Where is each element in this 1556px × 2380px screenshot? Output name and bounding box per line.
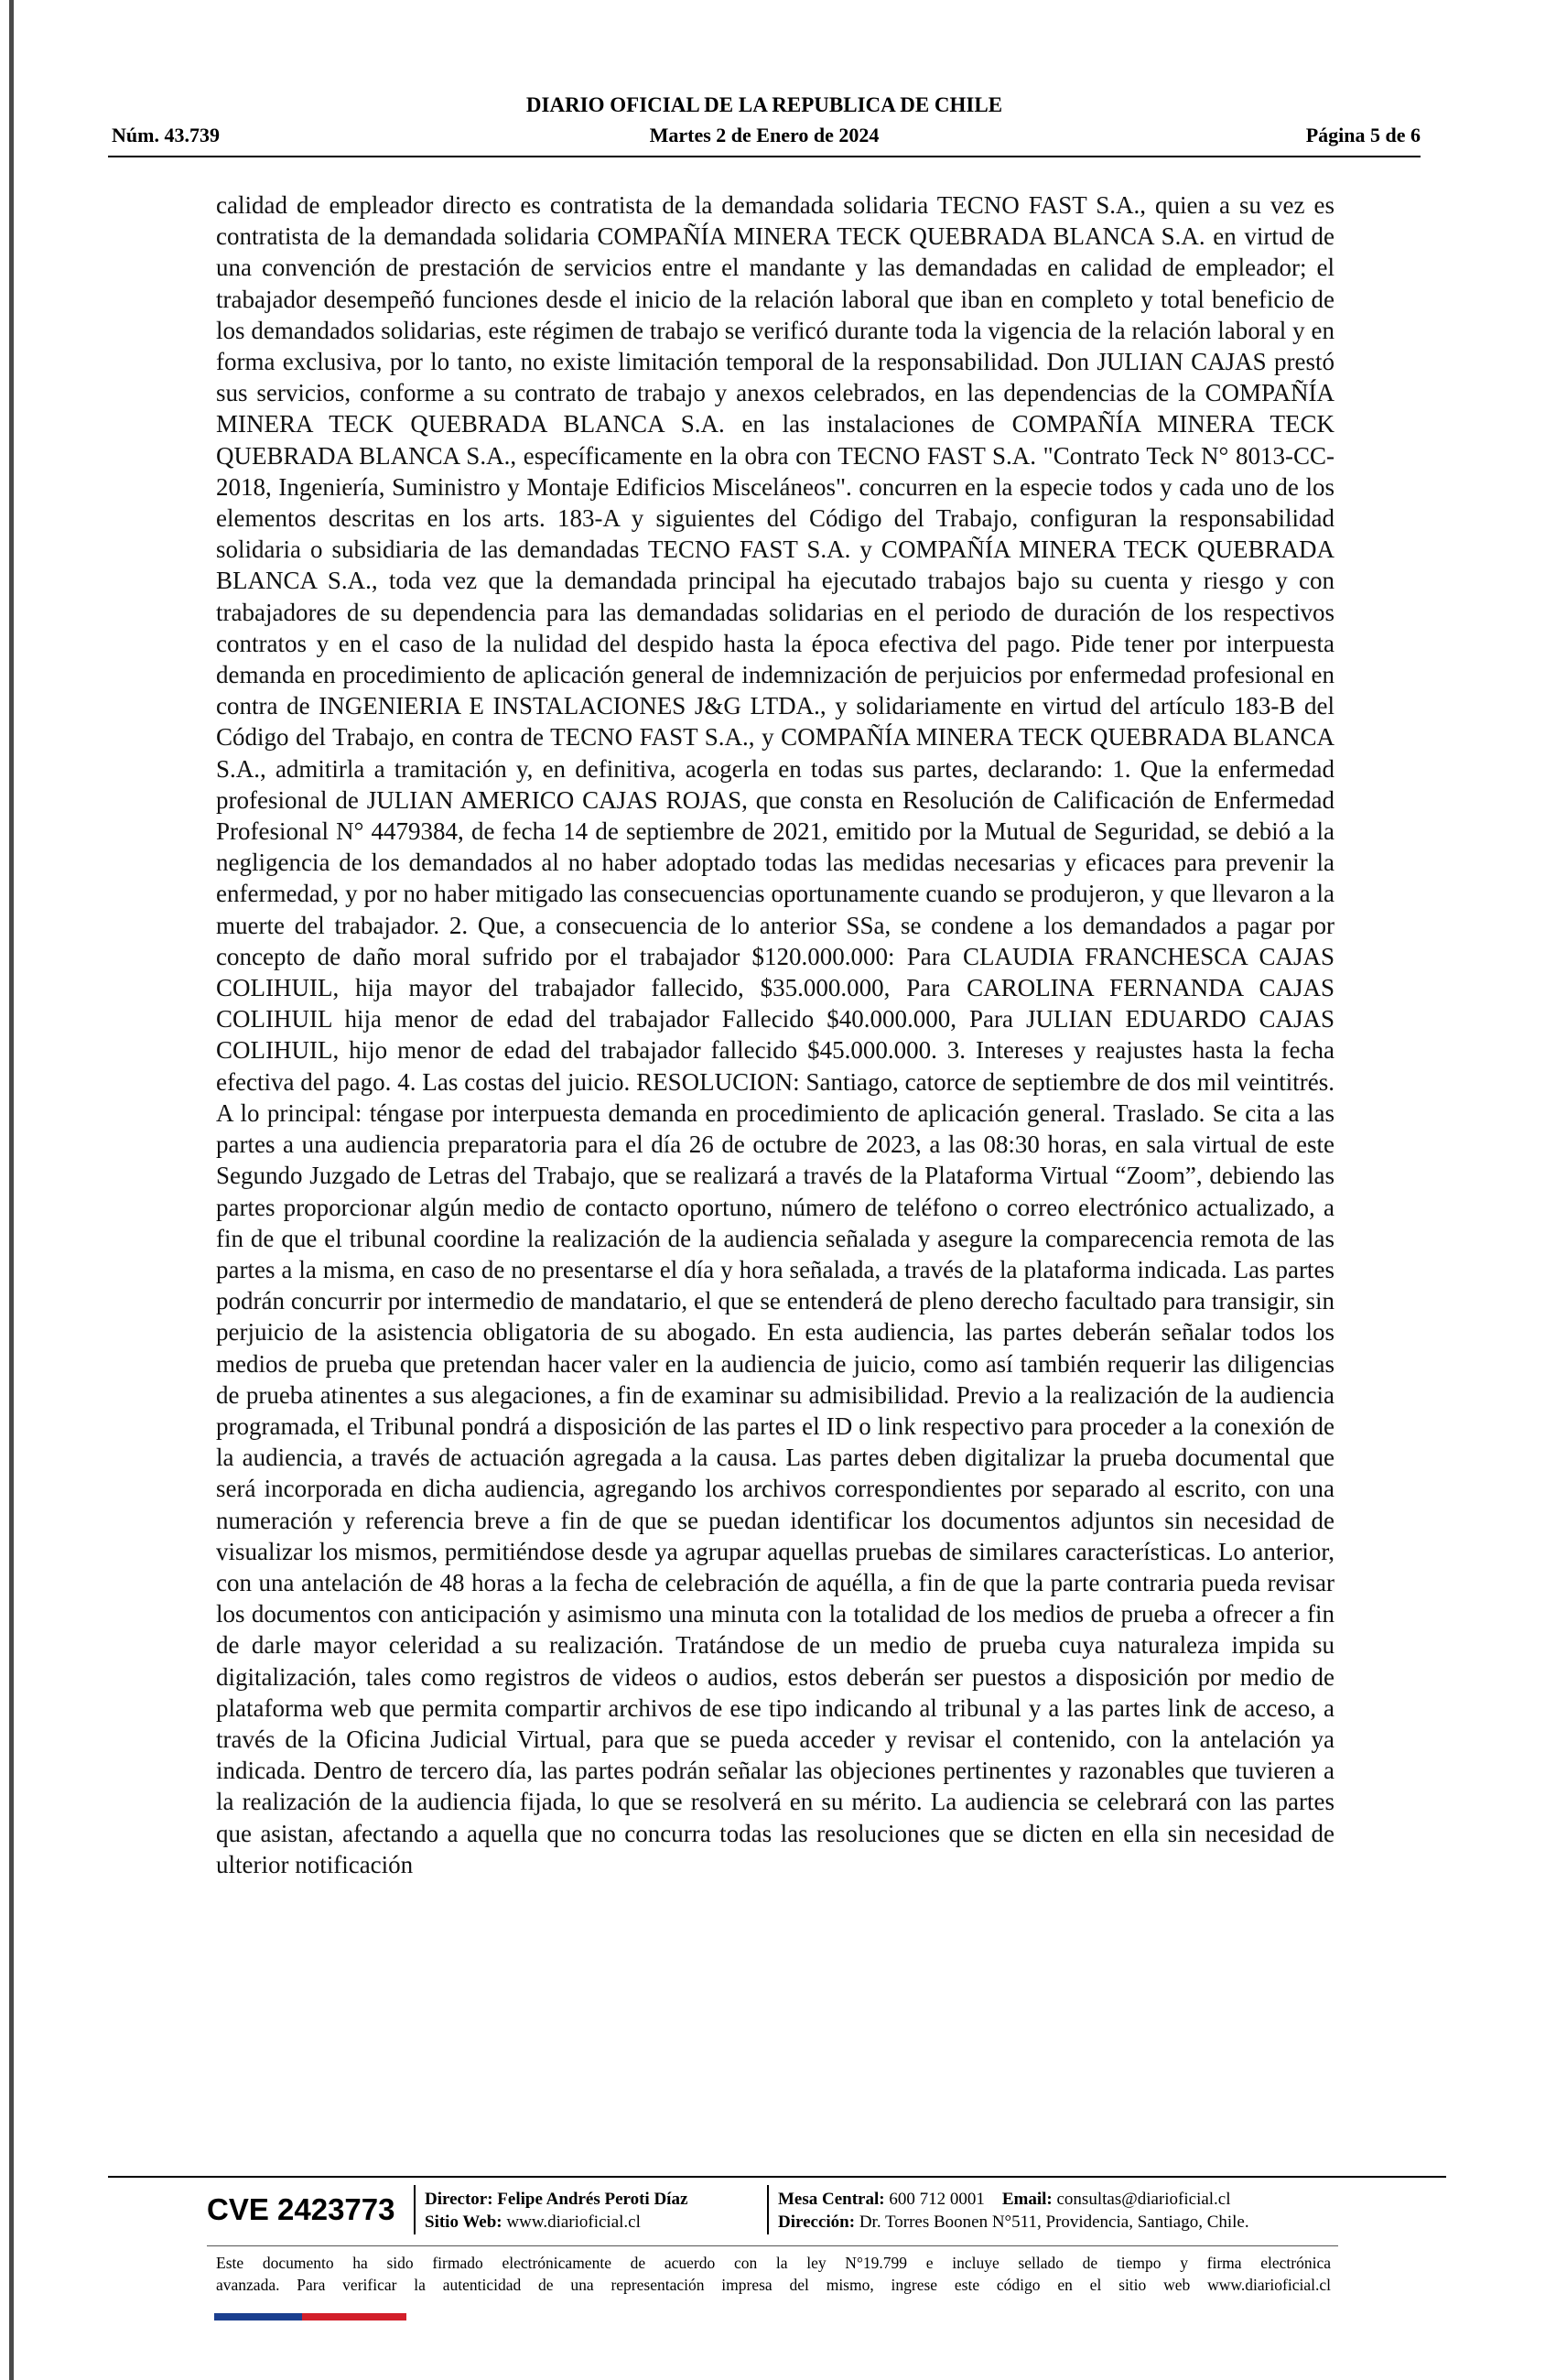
footer-separator	[414, 2185, 416, 2234]
footer-separator	[767, 2185, 769, 2234]
mesa-phone: 600 712 0001	[889, 2190, 985, 2209]
email-link[interactable]: consultas@diarioficial.cl	[1056, 2190, 1231, 2209]
page-edge-rule	[9, 0, 14, 2380]
footer-contact-block	[778, 2188, 1249, 2234]
web-label: Sitio Web:	[425, 2212, 502, 2232]
director-label: Director:	[425, 2190, 493, 2209]
publication-title: DIARIO OFICIAL DE LA REPUBLICA DE CHILE	[525, 93, 1003, 116]
body-text: calidad de empleador directo es contratista de la demandada solidaria TECNO FAST S.A., quien a su vez es contratista de la demandada solidaria COMPAÑÍA MINERA TECK QUEBRADA BLANCA S.A. en virtud de una convención de prestación de servicios entre el mandante y las demandadas en calidad de empleador; el trabajador desempeñó funciones desde el inicio de la relación laboral que iban en completo y total beneficio de los demandados solidarias, este régimen de trabajo se verificó durante toda la vigencia de la relación laboral y en forma exclusiva, por lo tanto, no existe limitación temporal de la responsabilidad. Don JULIAN CAJAS prestó sus servicios, conforme a su contrato de trabajo y anexos celebrados, en las dependencias de la COMPAÑÍA MINERA TECK QUEBRADA BLANCA S.A. en las instalaciones de COMPAÑÍA MINERA TECK QUEBRADA BLANCA S.A., específicamente en la obra con TECNO FAST S.A. "Contrato Teck N° 8013-CC-2018, Ingeniería, Suministro y Montaje Edificios Misceláneos". concurren en la especie todos y cada uno de los elementos descritas en los arts. 183-A y siguientes del Código del Trabajo, configuran la responsabilidad solidaria o subsidiaria de las demandadas TECNO FAST S.A. y COMPAÑÍA MINERA TECK QUEBRADA BLANCA S.A., toda vez que la demandada principal ha ejecutado trabajos bajo su cuenta y riesgo y con trabajadores de su dependencia para las demandadas solidarias en el periodo de duración de los respectivos contratos y en el caso de la nulidad del despido hasta la época efectiva del pago. Pide tener por interpuesta demanda en procedimiento de aplicación general de indemnización de perjuicios por enfermedad profesional en contra de INGENIERIA E INSTALACIONES J&G LTDA., y solidariamente en virtud del artículo 183-B del Código del Trabajo, en contra de TECNO FAST S.A., y COMPAÑÍA MINERA TECK QUEBRADA BLANCA S.A., admitirla a tramitación y, en definitiva, acogerla en todas sus partes, declarando: 1. Que la enfermedad profesional de JULIAN AMERICO CAJAS ROJAS, que consta en Resolución de Calificación de Enfermedad Profesional N° 4479384, de fecha 14 de septiembre de 2021, emitido por la Mutual de Seguridad, se debió a la negligencia de los demandados al no haber adoptado todas las medidas necesarias y eficaces para prevenir la enfermedad, y por no haber mitigado las consecuencias oportunamente cuando se produjeron, y que llevaron a la muerte del trabajador. 2. Que, a consecuencia de lo anterior SSa, se condene a los demandados a pagar por concepto de daño moral sufrido por el trabajador $120.000.000: Para CLAUDIA FRANCHESCA CAJAS COLIHUIL, hija mayor del trabajador fallecido, $35.000.000, Para CAROLINA FERNANDA CAJAS COLIHUIL hija menor de edad del trabajador Fallecido $40.000.000, Para JULIAN EDUARDO CAJAS COLIHUIL, hijo menor de edad del trabajador fallecido $45.000.000. 3. Intereses y reajustes hasta la fecha efectiva del pago. 4. Las costas del juicio. RESOLUCION: Santiago, catorce de septiembre de dos mil veintitrés. A lo principal: téngase por interpuesta demanda en procedimiento de aplicación general. Traslado. Se cita a las partes a una audiencia preparatoria para el día 26 de octubre de 2023, a las 08:30 horas, en sala virtual de este Segundo Juzgado de Letras del Trabajo, que se realizará a través de la Plataforma Virtual “Zoom”, debiendo las partes proporcionar algún medio de contacto oportuno, número de teléfono o correo electrónico actualizado, a fin de que el tribunal coordine la realización de la audiencia señalada y asegure la comparecencia remota de las partes a la misma, en caso de no presentarse el día y hora señalada, a través de la plataforma indicada. Las partes podrán concurrir por intermedio de mandatario, el que se entenderá de pleno derecho facultado para transigir, sin perjuicio de la asistencia obligatoria de su abogado. En esta audiencia, las partes deberán señalar todos los medios de prueba que pretendan hacer valer en la audiencia de juicio, como así también requerir las diligencias de prueba atinentes a sus alegaciones, a fin de examinar su admisibilidad. Previo a la realización de la audiencia programada, el Tribunal pondrá a disposición de las partes el ID o link respectivo para proceder a la conexión de la audiencia, a través de actuación agregada a la causa. Las partes deben digitalizar la prueba documental que será incorporada en dicha audiencia, agregando los archivos correspondientes por separado al escrito, con una numeración y referencia breve a fin de que se puedan identificar los documentos adjuntos sin necesidad de visualizar los mismos, permitiéndose desde ya agrupar aquellas pruebas de similares características. Lo anterior, con una antelación de 48 horas a la fecha de celebración de aquélla, a fin de que la parte contraria pueda revisar los documentos con anticipación y asimismo una minuta con la totalidad de los medios de prueba a ofrecer a fin de darle mayor celeridad a su realización. Tratándose de un medio de prueba cuya naturaleza impida su digitalización, tales como registros de videos o audios, estos deberán ser puestos a disposición por medio de plataforma web que permita compartir archivos de ese tipo indicando al tribunal y a las partes link de acceso, a través de la Oficina Judicial Virtual, para que se pueda acceder y revisar el contenido, con la antelación ya indicada. Dentro de tercero día, las partes podrán señalar las objeciones pertinentes y razonables que tuvieren a la realización de la audiencia fijada, lo que se resolverá en su mérito. La audiencia se celebrará con las partes que asistan, afectando a aquella que no concurra todas las resoluciones que se dicten en ella sin necesidad de ulterior notificación	[216, 191, 1334, 1878]
address-label: Dirección:	[778, 2212, 856, 2232]
issue-date: Martes 2 de Enero de 2024	[649, 124, 880, 146]
email-label: Email:	[1001, 2190, 1053, 2209]
footer-divider	[108, 2176, 1446, 2178]
issue-number: Núm. 43.739	[112, 124, 220, 146]
director-name: Felipe Andrés Peroti Díaz	[497, 2190, 688, 2209]
flag-blue-segment	[214, 2313, 302, 2320]
cve-code: CVE 2423773	[207, 2192, 395, 2226]
mesa-label: Mesa Central:	[778, 2190, 885, 2209]
footer-inner-divider	[207, 2245, 1338, 2246]
page-header	[108, 93, 1421, 152]
footer-director-block	[425, 2188, 687, 2234]
web-link[interactable]: www.diarioficial.cl	[506, 2212, 641, 2232]
flag-red-segment	[302, 2313, 406, 2320]
address-value: Dr. Torres Boonen N°511, Providencia, Santiago, Chile.	[859, 2212, 1249, 2232]
flag-stripe	[214, 2313, 406, 2320]
legal-line: Este documento ha sido firmado electrónicamente de acuerdo con la ley N°19.799 e incluye sellado de tiempo y firma electrónica	[216, 2254, 1331, 2272]
header-divider	[108, 156, 1421, 157]
page-number: Página 5 de 6	[1305, 124, 1421, 146]
legal-line: avanzada. Para verificar la autenticidad de una representación impresa del mismo, ingrese este código en el sitio web www.diarioficial.cl	[216, 2276, 1331, 2294]
legal-notice	[216, 2252, 1331, 2296]
